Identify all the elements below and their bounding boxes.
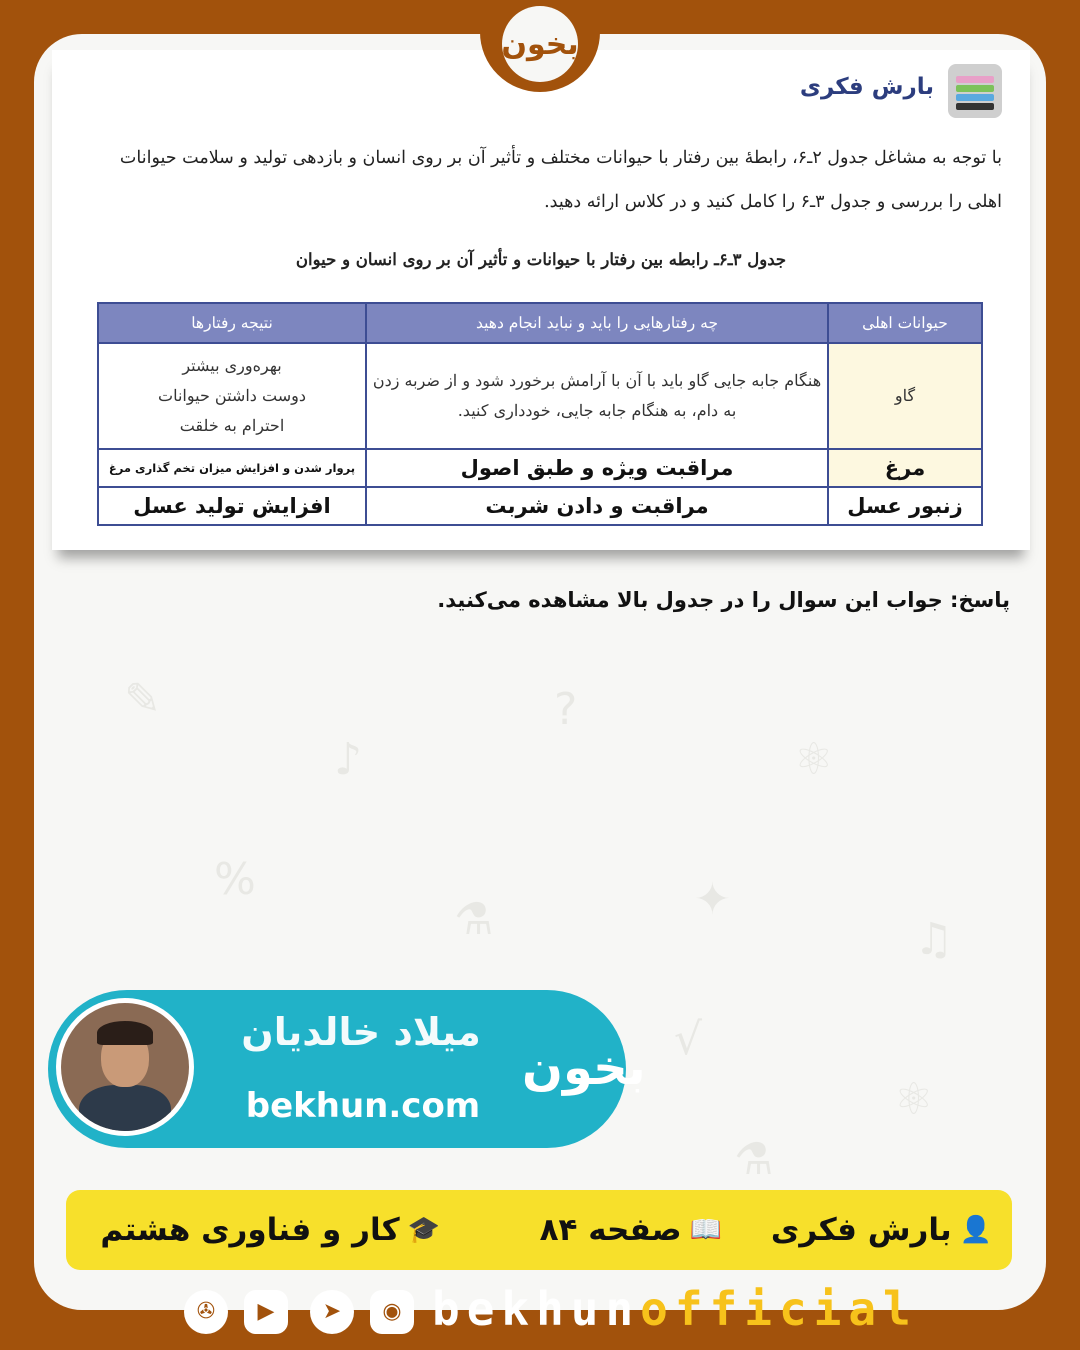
animal-cell: زنبور عسل — [828, 487, 982, 525]
author-card — [48, 990, 646, 1148]
avatar — [56, 998, 194, 1136]
doodle-abc-icon: ✦ — [694, 874, 731, 925]
results-cell — [98, 343, 366, 449]
teacher-icon: 👤 — [959, 1215, 992, 1245]
doodle-atom-icon: ⚛ — [794, 734, 834, 785]
doodle-bulb-icon: ✎ — [124, 674, 161, 725]
answer-text: پاسخ: جواب این سوال را در جدول بالا مشاهده می‌کنید. — [437, 588, 1010, 612]
doodle-sqrt-icon: √ — [674, 1014, 703, 1065]
header-results: نتیجه رفتارها — [98, 303, 366, 343]
table-header-row — [98, 303, 982, 343]
table-row — [98, 343, 982, 449]
doodle-question-icon: ? — [554, 684, 578, 735]
info-page — [540, 1190, 722, 1270]
results-cell: افزایش تولید عسل — [98, 487, 366, 525]
behavior-cell: مراقبت و دادن شربت — [366, 487, 828, 525]
behavior-cell: مراقبت ویژه و طبق اصول — [366, 449, 828, 487]
info-topic — [771, 1190, 992, 1270]
brand-logo-small: بخون — [522, 1040, 646, 1096]
section-title: بارش فکری — [799, 74, 934, 100]
table-row — [98, 449, 982, 487]
film-reel-icon[interactable]: ✇ — [184, 1290, 228, 1334]
header-animals: حیوانات اهلی — [828, 303, 982, 343]
open-book-icon: 📖 — [689, 1215, 722, 1245]
behavior-table — [97, 302, 983, 526]
author-website[interactable]: bekhun.com — [245, 1086, 481, 1126]
graduation-cap-icon: 🎓 — [407, 1215, 440, 1245]
brand-logo: بخون — [502, 6, 578, 82]
doodle-music2-icon: ♫ — [914, 914, 954, 965]
results-cell: پروار شدن و افزایش میزان تخم گذاری مرغ — [98, 449, 366, 487]
account-prefix: bekhun — [432, 1282, 641, 1336]
account-handle[interactable] — [432, 1282, 918, 1336]
table-caption: جدول ۳ـ۶ـ رابطه بین رفتار با حیوانات و تأثیر آن بر روی انسان و حیوان — [295, 250, 787, 269]
books-stack-icon — [948, 64, 1002, 118]
page-label: صفحه ۸۴ — [539, 1212, 682, 1248]
instagram-icon[interactable]: ◉ — [370, 1290, 414, 1334]
animal-cell: گاو — [828, 343, 982, 449]
result-line: احترام به خلقت — [179, 416, 285, 435]
telegram-icon[interactable]: ➤ — [310, 1290, 354, 1334]
result-line: دوست داشتن حیوانات — [158, 386, 306, 405]
doodle-flask2-icon: ⚗ — [734, 1134, 774, 1185]
author-name: میلاد خالدیان — [241, 1010, 481, 1054]
table-row — [98, 487, 982, 525]
footer — [0, 1282, 1080, 1342]
youtube-icon[interactable]: ▶ — [244, 1290, 288, 1334]
header-behaviors: چه رفتارهایی را باید و نباید انجام دهید — [366, 303, 828, 343]
info-subject — [100, 1190, 440, 1270]
info-bar — [66, 1190, 1012, 1270]
intro-text — [74, 136, 1002, 224]
doodle-flask-icon: ⚗ — [454, 894, 494, 945]
textbook-excerpt — [52, 50, 1030, 550]
doodle-atom2-icon: ⚛ — [894, 1074, 934, 1125]
topic-label: بارش فکری — [770, 1212, 952, 1248]
behavior-cell: هنگام جابه جایی گاو باید با آن با آرامش برخورد شود و از ضربه زدن به دام، به هنگام جابه جایی، خودداری کنید. — [366, 343, 828, 449]
result-line: بهره‌وری بیشتر — [182, 356, 282, 375]
animal-cell: مرغ — [828, 449, 982, 487]
account-suffix: official — [640, 1282, 918, 1336]
intro-line-1: با توجه به مشاغل جدول ۲ـ۶، رابطهٔ بین رفتار با حیوانات مختلف و تأثیر آن بر روی انسان و بازدهی تولید و سلامت حیوانات — [119, 148, 1002, 168]
doodle-percent-icon: % — [214, 854, 256, 905]
subject-label: کار و فناوری هشتم — [100, 1212, 400, 1248]
intro-line-2: اهلی را بررسی و جدول ۳ـ۶ را کامل کنید و در کلاس ارائه دهید. — [544, 192, 1002, 212]
doodle-music-icon: ♪ — [334, 734, 363, 785]
